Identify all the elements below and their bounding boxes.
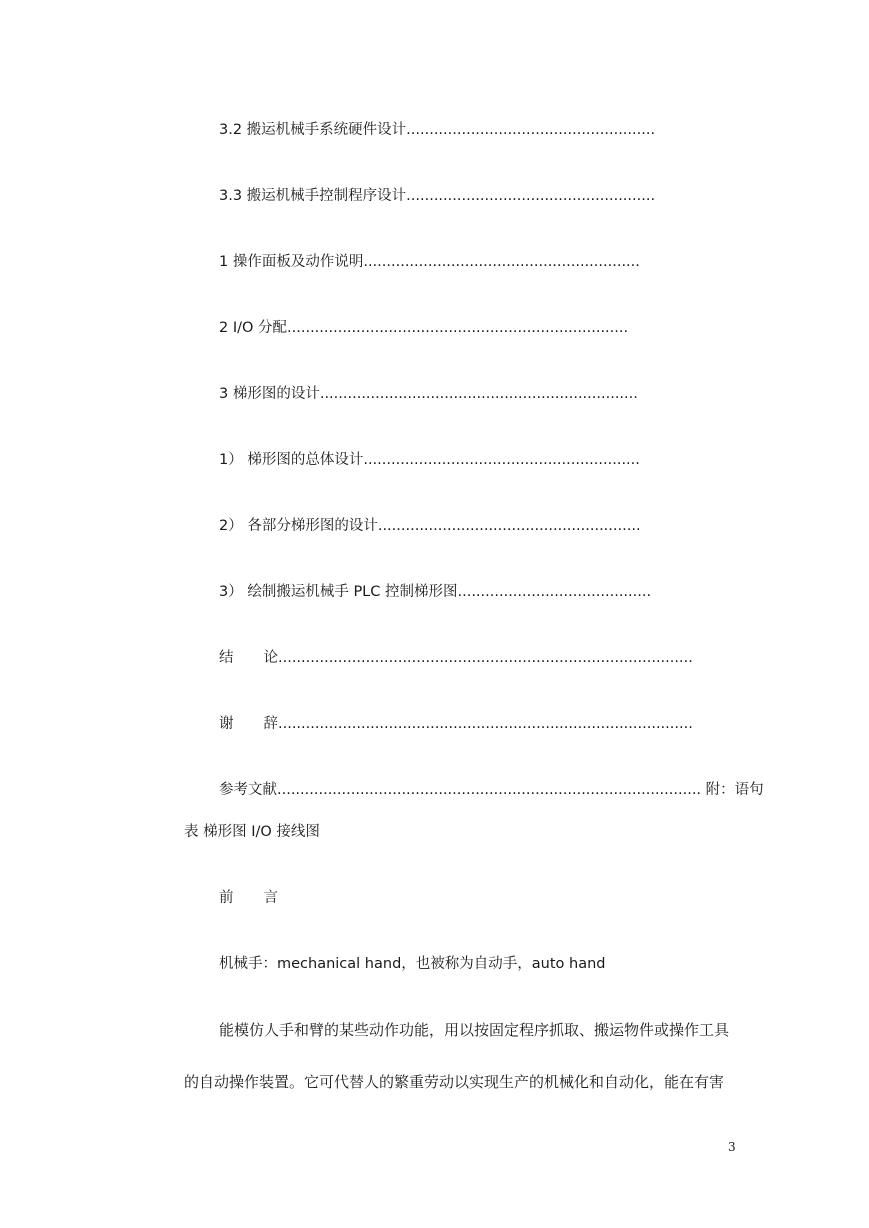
preface-line-3: 的自动操作装置。它可代替人的繁重劳动以实现生产的机械化和自动化，能在有害 [184, 1073, 725, 1091]
thanks-rest: 辞.......................................................................................... [263, 716, 693, 732]
toc-entry-thanks [219, 714, 693, 734]
preface-heading [219, 888, 278, 908]
preface-char-2: 言 [263, 890, 278, 906]
page-number: 3 [728, 1140, 736, 1154]
thanks-char-1: 谢 [219, 716, 234, 732]
toc-subentry-1: 1） 梯形图的总体设计............................................................ [219, 452, 640, 468]
toc-entry-conclusion [219, 648, 693, 668]
toc-subentry-3: 3） 绘制搬运机械手 PLC 控制梯形图.......................................... [219, 584, 652, 600]
toc-entry-appendix-continuation: 表 梯形图 I/O 接线图 [184, 824, 320, 840]
conclusion-rest: 论.......................................................................................... [263, 650, 693, 666]
conclusion-char-1: 结 [219, 650, 234, 666]
toc-entry-references: 参考文献............................................................................................ 附：语句 [219, 782, 764, 798]
toc-entry-3-3: 3.3 搬运机械手控制程序设计...................................................... [219, 188, 656, 204]
preface-char-1: 前 [219, 890, 234, 906]
toc-entry-2: 2 I/O 分配.......................................................................... [219, 320, 629, 336]
preface-line-2: 能模仿人手和臂的某些动作功能，用以按固定程序抓取、搬运物件或操作工具 [219, 1021, 730, 1039]
toc-entry-3: 3 梯形图的设计..................................................................... [219, 386, 638, 402]
toc-subentry-2: 2） 各部分梯形图的设计......................................................... [219, 518, 641, 534]
toc-entry-1: 1 操作面板及动作说明............................................................ [219, 254, 640, 270]
preface-line-1: 机械手：mechanical hand，也被称为自动手，auto hand [219, 956, 606, 972]
toc-entry-3-2: 3.2 搬运机械手系统硬件设计...................................................... [219, 122, 656, 138]
